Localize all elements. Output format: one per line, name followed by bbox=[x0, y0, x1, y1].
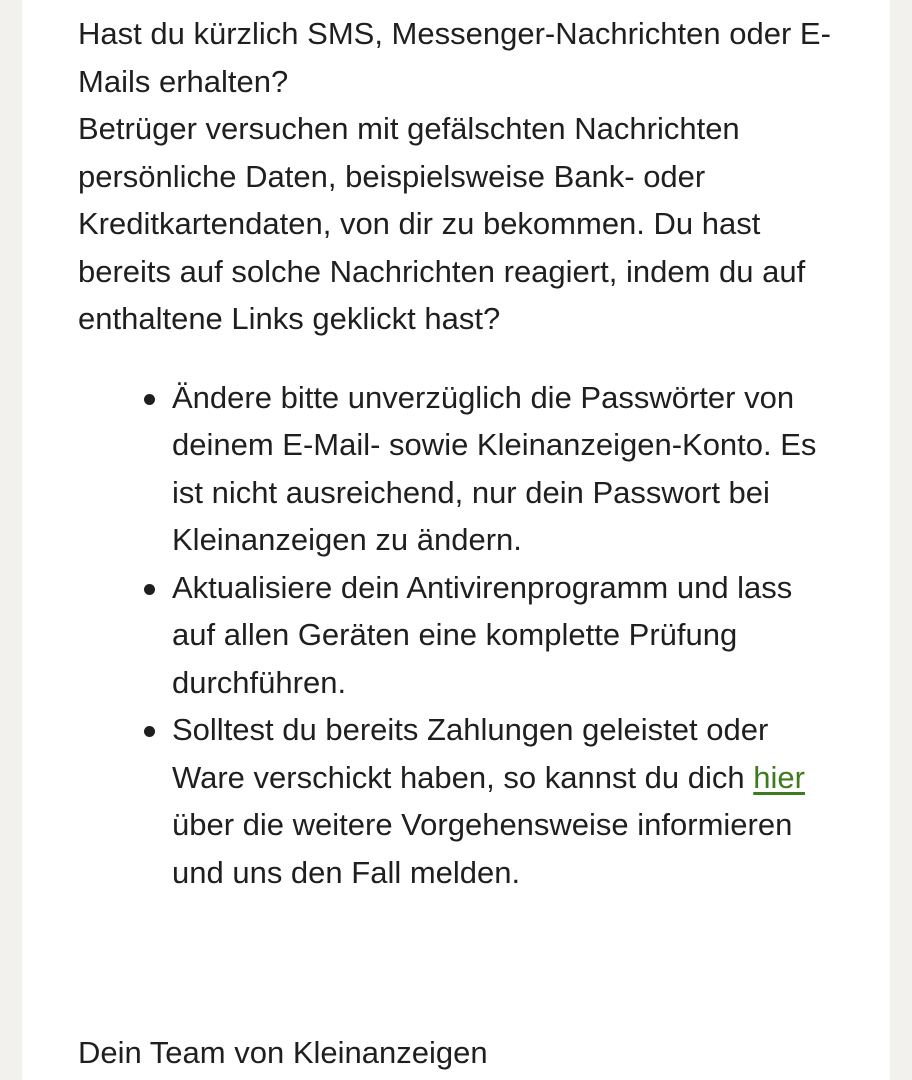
list-item bbox=[172, 374, 838, 564]
signature: Dein Team von Kleinanzeigen bbox=[78, 1035, 488, 1070]
bullet-icon bbox=[144, 584, 155, 595]
intro-text bbox=[78, 10, 838, 343]
step-text-after-link: über die weitere Vorgehensweise informieren und uns den Fall melden. bbox=[172, 807, 793, 890]
bullet-icon bbox=[144, 726, 155, 737]
step-text-before-link: Solltest du bereits Zahlungen geleistet oder Ware verschickt haben, so kannst du dich bbox=[172, 712, 769, 795]
hier-link[interactable]: hier bbox=[753, 759, 805, 795]
list-item bbox=[172, 706, 838, 896]
bullet-icon bbox=[144, 394, 155, 405]
step-text: Ändere bitte unverzüglich die Passwörter von deinem E-Mail- sowie Kleinanzeigen-Konto. Es ist nicht ausreichend, nur dein Passwort bei Kleinanzeigen zu ändern. bbox=[172, 379, 817, 557]
intro-question: Hast du kürzlich SMS, Messenger-Nachrichten oder E-Mails erhalten? bbox=[78, 16, 831, 99]
intro-warning: Betrüger versuchen mit gefälschten Nachrichten persönliche Daten, beispielsweise Bank- oder Kreditkartendaten, von dir zu bekommen. Du hast bereits auf solche Nachrichten reagiert, indem du auf enthaltene Links geklickt hast? bbox=[78, 111, 806, 336]
step-text: Aktualisiere dein Antivirenprogramm und lass auf allen Geräten eine komplette Prüfung durchführen. bbox=[172, 569, 793, 700]
message-body bbox=[78, 10, 838, 896]
steps-list bbox=[78, 374, 838, 897]
list-item bbox=[172, 564, 838, 707]
message-card bbox=[22, 0, 890, 1080]
